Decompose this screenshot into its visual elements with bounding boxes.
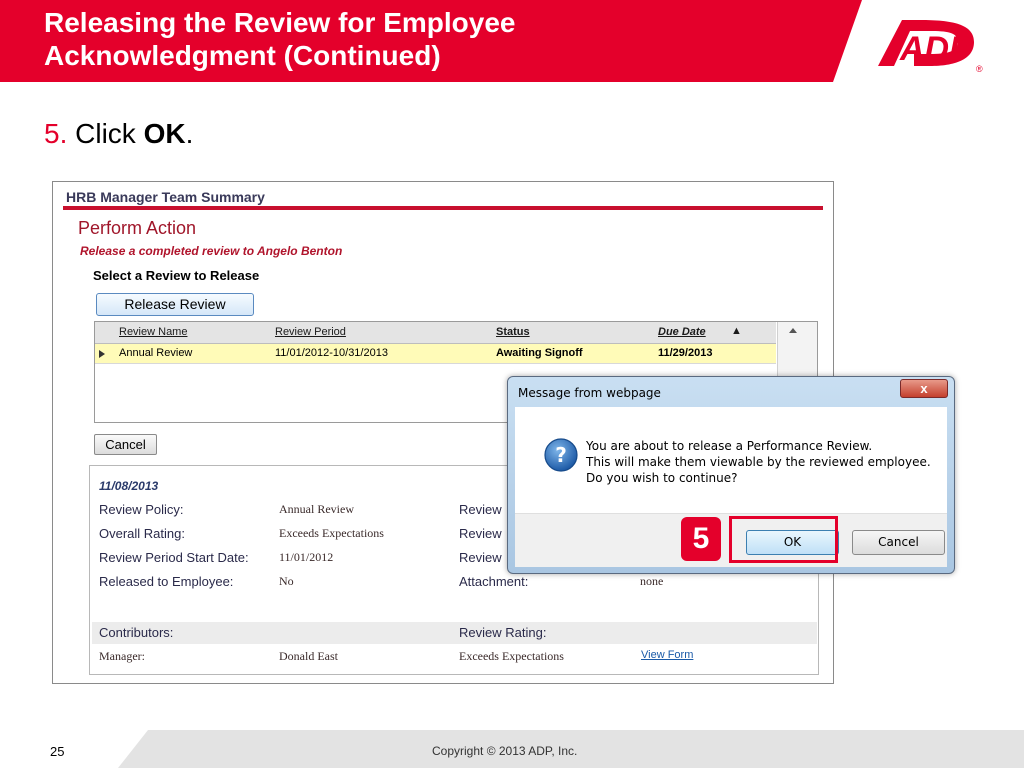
contributors-bar	[92, 622, 817, 644]
grid-header	[95, 322, 776, 344]
adp-logo	[870, 14, 988, 74]
slide-header	[0, 0, 1024, 82]
dialog-message-line3: Do you wish to continue?	[586, 471, 738, 485]
column-status[interactable]: Status	[496, 326, 530, 338]
ok-button[interactable]: OK	[746, 530, 839, 555]
details-date: 11/08/2013	[99, 479, 159, 493]
review-rating-label: Review Rating:	[459, 625, 547, 640]
svg-text:ADP: ADP	[900, 30, 972, 68]
review-label-2: Review	[459, 526, 502, 541]
review-label-3: Review	[459, 550, 502, 565]
ok-highlight-box	[729, 516, 838, 563]
slide-title-line2: Acknowledgment (Continued)	[44, 40, 441, 71]
registered-mark: ®	[976, 64, 983, 74]
release-review-button[interactable]: Release Review	[96, 293, 254, 316]
review-policy-label: Review Policy:	[99, 502, 184, 517]
sort-asc-icon: ▲	[731, 325, 742, 337]
select-review-label: Select a Review to Release	[93, 268, 260, 283]
dialog-message	[586, 438, 931, 486]
table-row[interactable]	[95, 344, 776, 364]
title-divider	[63, 206, 823, 210]
view-form-link[interactable]: View Form	[641, 649, 694, 661]
dialog-message-line2: This will make them viewable by the reviewed employee.	[586, 455, 931, 469]
cell-review-name: Annual Review	[119, 347, 193, 359]
close-icon[interactable]: x	[900, 379, 948, 398]
manager-value: Donald East	[279, 649, 338, 663]
perform-action-subheading: Release a completed review to Angelo Benton	[80, 244, 343, 258]
period-start-value: 11/01/2012	[279, 550, 334, 564]
column-due-date[interactable]: Due Date	[658, 326, 706, 338]
released-value: No	[279, 574, 294, 588]
dialog-cancel-button[interactable]: Cancel	[852, 530, 945, 555]
cell-status: Awaiting Signoff	[496, 347, 583, 359]
contributors-label: Contributors:	[99, 625, 174, 640]
manager-label: Manager:	[99, 649, 145, 663]
cell-due-date: 11/29/2013	[658, 347, 713, 359]
cancel-button[interactable]: Cancel	[94, 434, 157, 455]
review-policy-value: Annual Review	[279, 502, 354, 516]
period-start-label: Review Period Start Date:	[99, 550, 249, 565]
review-label-1: Review	[459, 502, 502, 517]
row-selector-icon	[99, 350, 105, 358]
instruction-ok: OK	[143, 118, 186, 149]
instruction	[44, 118, 193, 150]
dialog-body	[515, 407, 947, 513]
released-label: Released to Employee:	[99, 574, 234, 589]
column-review-name[interactable]: Review Name	[119, 326, 188, 338]
slide-title	[44, 6, 516, 72]
svg-text:?: ?	[555, 443, 567, 467]
step-badge: 5	[681, 517, 721, 561]
attachment-value: none	[640, 574, 664, 588]
attachment-label: Attachment:	[459, 574, 529, 589]
cell-review-period: 11/01/2012-10/31/2013	[275, 347, 388, 359]
instruction-period: .	[185, 118, 194, 149]
question-icon	[543, 437, 579, 473]
overall-rating-value: Exceeds Expectations	[279, 526, 384, 540]
instruction-text: Click	[75, 118, 136, 149]
instruction-step-number: 5.	[44, 118, 68, 149]
overall-rating-label: Overall Rating:	[99, 526, 185, 541]
copyright: Copyright © 2013 ADP, Inc.	[432, 744, 578, 758]
column-review-period[interactable]: Review Period	[275, 326, 346, 338]
page-number: 25	[50, 744, 65, 759]
scroll-up-icon[interactable]	[789, 328, 797, 333]
dialog-title: Message from webpage	[518, 386, 661, 400]
manager-rating: Exceeds Expectations	[459, 649, 564, 663]
dialog-message-line1: You are about to release a Performance Review.	[586, 439, 873, 453]
slide-title-line1: Releasing the Review for Employee	[44, 7, 516, 38]
app-title: HRB Manager Team Summary	[66, 189, 265, 205]
perform-action-heading: Perform Action	[78, 218, 197, 238]
